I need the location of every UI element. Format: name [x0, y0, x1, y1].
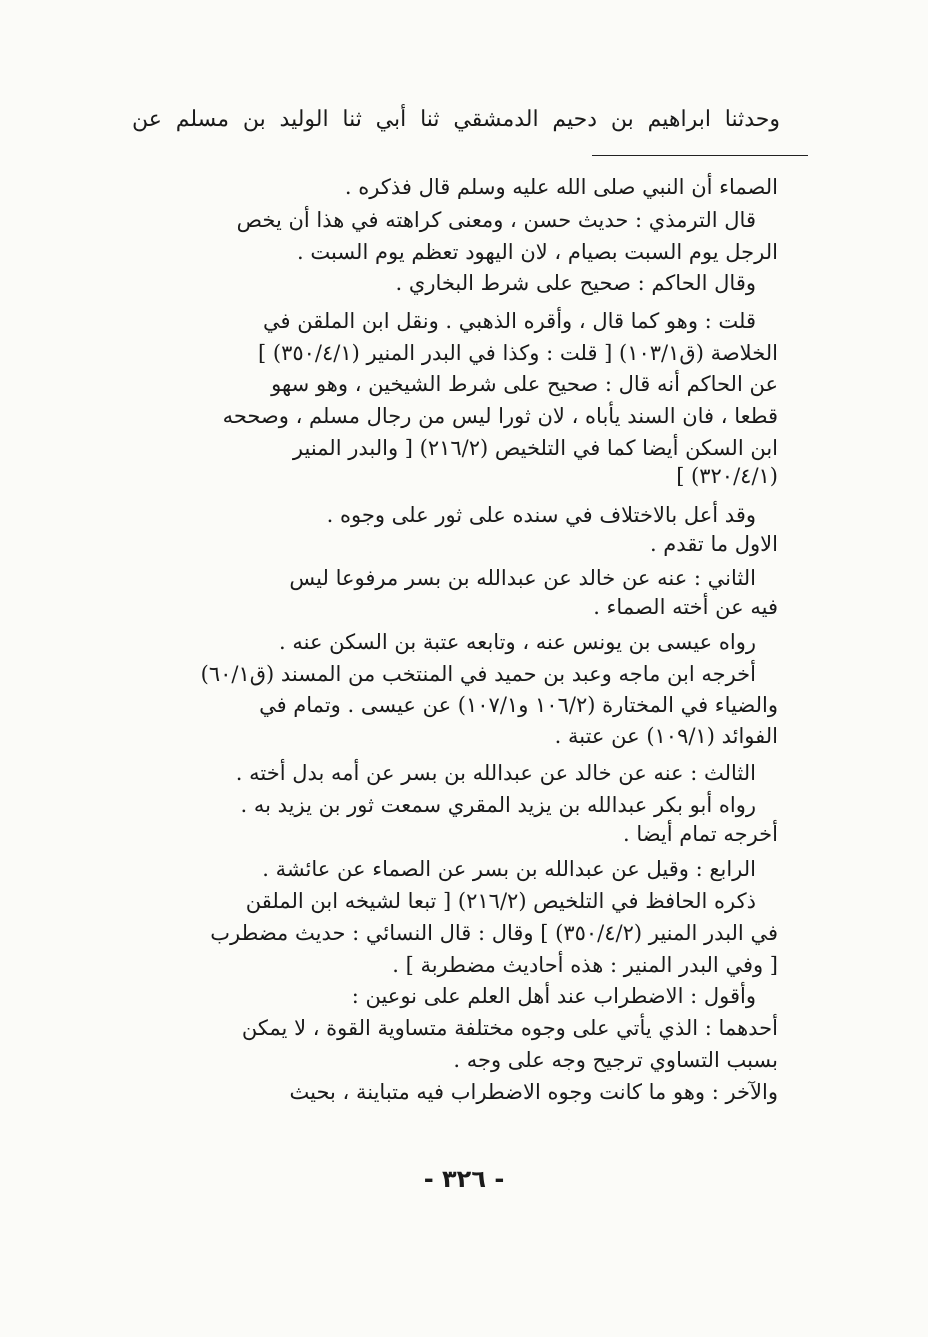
text-line-27: أحدهما : الذي يأتي على وجوه مختلفة متساوية القوة ، لا يمكن	[241, 1016, 778, 1040]
text-line-28: بسبب التساوي ترجيح وجه على وجه .	[453, 1048, 778, 1072]
text-line-29: والآخر : وهو ما كانت وجوه الاضطراب فيه متباينة ، بحيث	[289, 1080, 778, 1104]
text-line-25: [ وفي البدر المنير : هذه أحاديث مضطربة ] .	[392, 953, 778, 977]
text-line-4: وقال الحاكم : صحيح على شرط البخاري .	[395, 271, 756, 295]
page-number: - ٣٢٦ -	[423, 1165, 505, 1193]
text-line-13: الثاني : عنه عن خالد عن عبدالله بن بسر مرفوعا ليس	[289, 566, 756, 590]
text-line-14: فيه عن أخته الصماء .	[593, 595, 778, 619]
text-line-22: الرابع : وقيل عن عبدالله بن بسر عن الصماء عن عائشة .	[262, 857, 756, 881]
text-line-9: ابن السكن أيضا كما في التلخيص (٢١٦/٢) [ والبدر المنير	[292, 436, 778, 460]
text-line-16: أخرجه ابن ماجه وعبد بن حميد في المنتخب من المسند (ق٦٠/١)	[200, 662, 756, 686]
text-line-6: الخلاصة (ق١٠٣/١) [ قلت : وكذا في البدر المنير (٣٥٠/٤/١) ]	[258, 341, 778, 365]
text-line-23: ذكره الحافظ في التلخيص (٢١٦/٢) [ تبعا لشيخه ابن الملقن	[245, 889, 756, 913]
text-line-5: قلت : وهو كما قال ، وأقره الذهبي . ونقل ابن الملقن في	[263, 309, 756, 333]
text-line-10: (٣٢٠/٤/١) ]	[676, 464, 778, 488]
text-line-26: وأقول : الاضطراب عند أهل العلم على نوعين :	[351, 984, 756, 1008]
text-line-19: الثالث : عنه عن خالد عن عبدالله بن بسر عن أمه بدل أخته .	[235, 761, 756, 785]
text-line-20: رواه أبو بكر عبدالله بن يزيد المقري سمعت ثور بن يزيد به .	[240, 793, 756, 817]
text-line-11: وقد أعل بالاختلاف في سنده على ثور على وجوه .	[326, 503, 756, 527]
text-line-15: رواه عيسى بن يونس عنه ، وتابعه عتبة بن السكن عنه .	[279, 630, 756, 654]
text-line-1: الصماء أن النبي صلى الله عليه وسلم قال فذكره .	[344, 175, 778, 199]
footnote-separator	[592, 155, 808, 156]
text-line-17: والضياء في المختارة (١٠٦/٢ و١٠٧/١) عن عيسى . وتمام في	[259, 693, 778, 717]
text-line-7: عن الحاكم أنه قال : صحيح على شرط الشيخين ، وهو سهو	[271, 372, 778, 396]
text-line-21: أخرجه تمام أيضا .	[622, 822, 778, 846]
text-line-12: الاول ما تقدم .	[649, 532, 778, 556]
text-line-18: الفوائد (١٠٩/١) عن عتبة .	[554, 724, 778, 748]
text-line-24: في البدر المنير (٣٥٠/٤/٢) ] وقال : قال النسائي : حديث مضطرب	[210, 921, 778, 945]
header-line: وحدثنا ابراهيم بن دحيم الدمشقي ثنا أبي ثنا الوليد بن مسلم عن	[132, 107, 780, 132]
text-line-3: الرجل يوم السبت بصيام ، لان اليهود تعظم يوم السبت .	[297, 240, 778, 264]
text-line-8: قطعا ، فان السند يأباه ، لان ثورا ليس من رجال مسلم ، وصححه	[222, 404, 778, 428]
text-line-2: قال الترمذي : حديث حسن ، ومعنى كراهته في هذا أن يخص	[236, 208, 756, 232]
